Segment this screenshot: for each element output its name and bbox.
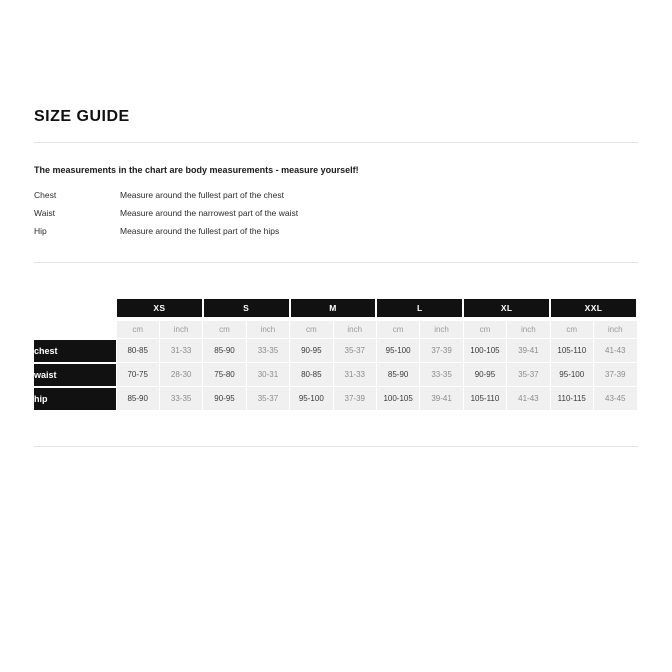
- unit-row: [34, 321, 637, 339]
- table-row: [34, 222, 638, 240]
- unit-m-inch: inch: [333, 321, 376, 339]
- chest-xs-inch: 31-33: [159, 339, 202, 363]
- table-row: [34, 204, 638, 222]
- waist-s-cm: 75-80: [203, 363, 246, 387]
- waist-xl-cm: 90-95: [463, 363, 506, 387]
- divider-top: [34, 142, 638, 143]
- hip-m-inch: 37-39: [333, 387, 376, 411]
- waist-s-inch: 30-31: [246, 363, 289, 387]
- unit-l-cm: cm: [376, 321, 419, 339]
- hip-xxl-inch: 43-45: [593, 387, 637, 411]
- measurement-label-waist: Waist: [34, 208, 55, 218]
- chest-m-inch: 35-37: [333, 339, 376, 363]
- hip-xl-inch: 41-43: [507, 387, 550, 411]
- waist-l-cm: 85-90: [376, 363, 419, 387]
- unit-xxl-inch: inch: [593, 321, 637, 339]
- measurement-desc-chest: Measure around the fullest part of the chest: [120, 190, 284, 200]
- chest-l-inch: 37-39: [420, 339, 463, 363]
- size-header-corner: [34, 299, 116, 317]
- measurement-desc-waist: Measure around the narrowest part of the waist: [120, 208, 299, 218]
- measurement-desc-hip: Measure around the fullest part of the hips: [120, 226, 280, 236]
- unit-l-inch: inch: [420, 321, 463, 339]
- measurement-label-chest: Chest: [34, 190, 57, 200]
- hip-xs-inch: 33-35: [159, 387, 202, 411]
- hip-xxl-cm: 110-115: [550, 387, 593, 411]
- unit-xxl-cm: cm: [550, 321, 593, 339]
- chest-xs-cm: 80-85: [116, 339, 159, 363]
- table-row: [34, 186, 638, 204]
- measurement-label-hip: Hip: [34, 226, 47, 236]
- waist-m-cm: 80-85: [290, 363, 333, 387]
- unit-xs-cm: cm: [116, 321, 159, 339]
- size-chart-table: [34, 299, 638, 412]
- size-header-m: M: [290, 299, 377, 317]
- table-row: [34, 339, 637, 363]
- hip-l-inch: 39-41: [420, 387, 463, 411]
- row-label-hip: hip: [34, 387, 116, 411]
- unit-xl-inch: inch: [507, 321, 550, 339]
- waist-xxl-cm: 95-100: [550, 363, 593, 387]
- divider-middle: [34, 262, 638, 263]
- unit-s-inch: inch: [246, 321, 289, 339]
- hip-xl-cm: 105-110: [463, 387, 506, 411]
- chest-xl-cm: 100-105: [463, 339, 506, 363]
- chest-xxl-cm: 105-110: [550, 339, 593, 363]
- size-chart: [34, 299, 638, 412]
- waist-xs-cm: 70-75: [116, 363, 159, 387]
- table-row: [34, 387, 637, 411]
- hip-m-cm: 95-100: [290, 387, 333, 411]
- chest-l-cm: 95-100: [376, 339, 419, 363]
- divider-bottom: [34, 446, 638, 447]
- row-label-waist: waist: [34, 363, 116, 387]
- row-label-chest: chest: [34, 339, 116, 363]
- unit-xs-inch: inch: [159, 321, 202, 339]
- measurement-instructions-table: [34, 186, 638, 240]
- size-header-s: S: [203, 299, 290, 317]
- unit-row-corner: [34, 321, 116, 339]
- hip-xs-cm: 85-90: [116, 387, 159, 411]
- chest-m-cm: 90-95: [290, 339, 333, 363]
- hip-l-cm: 100-105: [376, 387, 419, 411]
- waist-m-inch: 31-33: [333, 363, 376, 387]
- table-row: [34, 363, 637, 387]
- size-header-xxl: XXL: [550, 299, 637, 317]
- unit-s-cm: cm: [203, 321, 246, 339]
- chest-xxl-inch: 41-43: [593, 339, 637, 363]
- chest-s-cm: 85-90: [203, 339, 246, 363]
- waist-xxl-inch: 37-39: [593, 363, 637, 387]
- size-guide-page: [34, 0, 638, 447]
- page-title: SIZE GUIDE: [34, 108, 130, 125]
- waist-l-inch: 33-35: [420, 363, 463, 387]
- unit-xl-cm: cm: [463, 321, 506, 339]
- size-header-xl: XL: [463, 299, 550, 317]
- chest-s-inch: 33-35: [246, 339, 289, 363]
- waist-xs-inch: 28-30: [159, 363, 202, 387]
- chest-xl-inch: 39-41: [507, 339, 550, 363]
- hip-s-inch: 35-37: [246, 387, 289, 411]
- hip-s-cm: 90-95: [203, 387, 246, 411]
- intro-text: The measurements in the chart are body measurements - measure yourself!: [34, 165, 359, 175]
- waist-xl-inch: 35-37: [507, 363, 550, 387]
- size-header-xs: XS: [116, 299, 203, 317]
- size-header-row: [34, 299, 637, 317]
- unit-m-cm: cm: [290, 321, 333, 339]
- size-header-l: L: [376, 299, 463, 317]
